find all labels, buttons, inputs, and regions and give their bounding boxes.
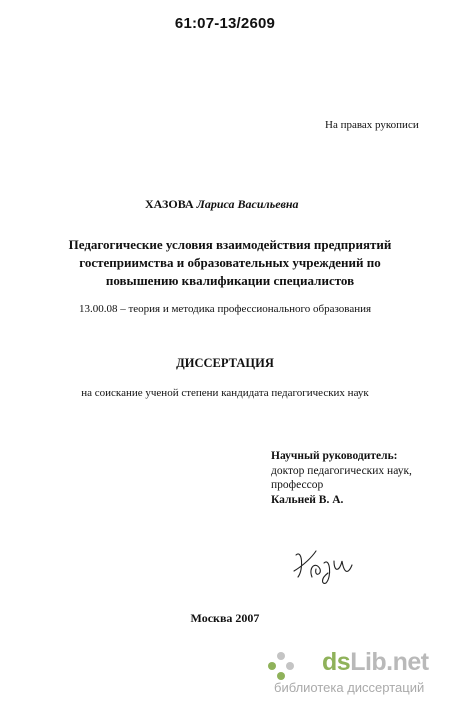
- supervisor-heading: Научный руководитель:: [271, 450, 398, 462]
- dslib-brand-prefix: ds: [322, 648, 351, 676]
- registration-code: 61:07-13/2609: [174, 15, 276, 32]
- title-line: гостеприимства и образовательных учреждений по: [79, 255, 381, 270]
- supervisor-degree: доктор педагогических наук,: [271, 464, 412, 477]
- dslib-subtitle: библиотека диссертаций: [274, 680, 425, 695]
- author-given-names: Лариса Васильевна: [196, 197, 299, 211]
- supervisor-rank: профессор: [271, 479, 324, 491]
- document-type: ДИССЕРТАЦИЯ: [176, 356, 274, 370]
- title-line: Педагогические условия взаимодействия предприятий: [68, 237, 392, 252]
- city-year: Москва 2007: [190, 611, 260, 625]
- dissertation-title: [60, 236, 400, 290]
- title-line: повышению квалификации специалистов: [105, 273, 355, 288]
- author-surname: ХАЗОВА: [145, 197, 194, 211]
- supervisor-name: Кальней В. А.: [271, 493, 344, 506]
- supervisor-block: [271, 449, 412, 507]
- degree-line: на соискание ученой степени кандидата педагогических наук: [81, 387, 369, 399]
- dslib-logo-icon: [264, 650, 298, 684]
- rights-note: На правах рукописи: [325, 119, 419, 131]
- handwritten-signature: [290, 547, 360, 587]
- dslib-watermark: [262, 648, 442, 698]
- specialty-code: 13.00.08 – теория и методика профессионального образования: [78, 303, 372, 315]
- author-name: [145, 197, 299, 212]
- dslib-brand: [322, 648, 429, 677]
- dslib-brand-main: Lib.net: [350, 648, 429, 676]
